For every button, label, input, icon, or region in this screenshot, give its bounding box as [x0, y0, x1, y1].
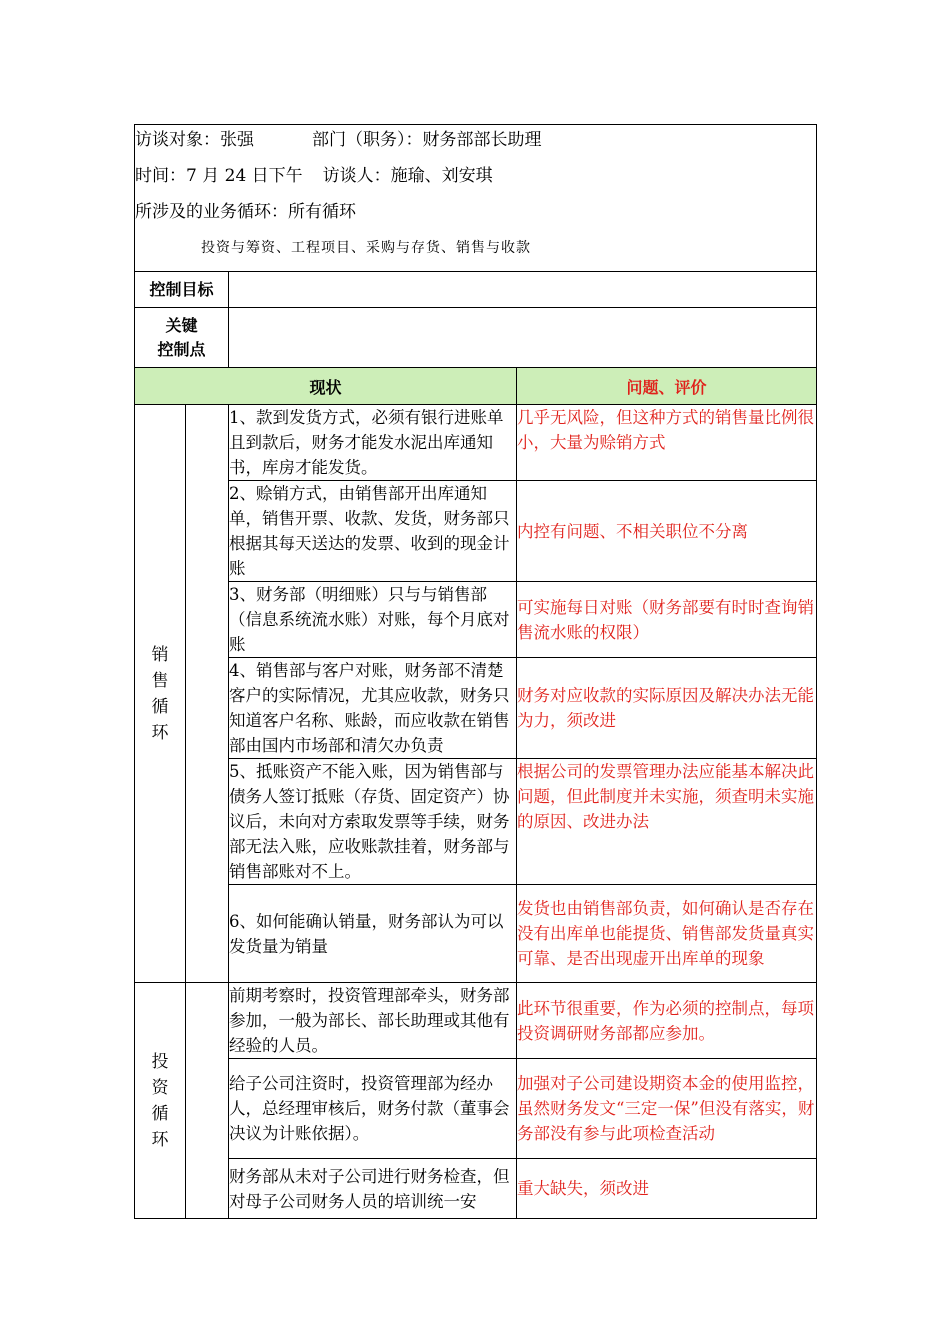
- evaluation-column-header: 问题、评价: [517, 368, 817, 405]
- sales-cycle-char: 循: [151, 696, 169, 717]
- sales-status-4: 4、销售部与客户对账，财务部不清楚客户的实际情况，尤其应收款，财务只知道客户名称、账龄，而应收款在销售部由国内市场部和清欠办负责: [229, 658, 517, 759]
- investment-cycle-char: 投: [151, 1051, 169, 1072]
- investment-cycle-char: 环: [151, 1129, 169, 1150]
- sales-cycle-label: [135, 405, 186, 983]
- sales-blank-column: [186, 405, 229, 983]
- key-label-line2: 控制点: [157, 339, 206, 359]
- sales-status-1: 1、款到发货方式，必须有银行进账单且到款后，财务才能发水泥出库通知书，库房才能发货。: [229, 405, 517, 481]
- sales-evaluation-5: 根据公司的发票管理办法应能基本解决此问题，但此制度并未实施，须查明未实施的原因、改进办法: [517, 759, 817, 885]
- status-column-header: 现状: [135, 368, 517, 405]
- investment-evaluation-2: 加强对子公司建设期资本金的使用监控，虽然财务发文“三定一保”但没有落实，财务部没有参与此项检查活动: [517, 1059, 817, 1159]
- cycle-label: 所涉及的业务循环：所有循环: [135, 202, 356, 222]
- interview-info-cell: [135, 125, 817, 272]
- sales-cycle-char: 售: [151, 670, 169, 691]
- sales-cycle-char: 销: [151, 644, 169, 665]
- sales-evaluation-1: 几乎无风险，但这种方式的销售量比例很小，大量为赊销方式: [517, 405, 817, 481]
- sales-status-3: 3、财务部（明细账）只与与销售部（信息系统流水账）对账，每个月底对账: [229, 582, 517, 658]
- cycle-detail: 投资与筹资、工程项目、采购与存货、销售与收款: [201, 240, 531, 256]
- interview-table: [134, 124, 817, 1219]
- cycle-line: [135, 197, 816, 233]
- investment-cycle-label: [135, 983, 186, 1219]
- sales-evaluation-2: 内控有问题、不相关职位不分离: [517, 481, 817, 582]
- sales-evaluation-4: 财务对应收款的实际原因及解决办法无能为力，须改进: [517, 658, 817, 759]
- sales-status-6: 6、如何能确认销量，财务部认为可以发货量为销量: [229, 885, 517, 983]
- sales-evaluation-3: 可实施每日对账（财务部要有时时查询销售流水账的权限）: [517, 582, 817, 658]
- investment-evaluation-1: 此环节很重要，作为必须的控制点，每项投资调研财务部都应参加。: [517, 983, 817, 1059]
- key-control-point-label: [135, 308, 229, 368]
- key-control-point-value: [229, 308, 817, 368]
- time-line: [135, 161, 816, 197]
- control-target-label: 控制目标: [135, 272, 229, 308]
- time-label: 时间：7 月 24 日下午: [135, 166, 303, 186]
- investment-evaluation-3: 重大缺失，须改进: [517, 1159, 817, 1219]
- sales-status-2: 2、赊销方式，由销售部开出库通知单，销售开票、收款、发货，财务部只根据其每天送达的发票、收到的现金计账: [229, 481, 517, 582]
- investment-cycle-char: 资: [151, 1077, 169, 1098]
- investment-status-2: 给子公司注资时，投资管理部为经办人，总经理审核后，财务付款（董事会决议为计账依据）。: [229, 1059, 517, 1159]
- interviewee-label: 访谈对象：张强: [135, 130, 254, 150]
- key-label-line1: 关键: [165, 315, 198, 335]
- sales-evaluation-6: 发货也由销售部负责，如何确认是否存在没有出库单也能提货、销售部发货量真实可靠、是否出现虚开出库单的现象: [517, 885, 817, 983]
- investment-blank-column: [186, 983, 229, 1219]
- interviewer-label: 访谈人：施瑜、刘安琪: [322, 166, 493, 186]
- investment-cycle-char: 循: [151, 1103, 169, 1124]
- control-target-value: [229, 272, 817, 308]
- department-label: 部门（职务）：财务部部长助理: [312, 130, 542, 150]
- investment-status-3: 财务部从未对子公司进行财务检查，但对母子公司财务人员的培训统一安: [229, 1159, 517, 1219]
- sales-status-5: 5、抵账资产不能入账，因为销售部与债务人签订抵账（存货、固定资产）协议后，未向对方索取发票等手续，财务部无法入账，应收账款挂着，财务部与销售部账对不上。: [229, 759, 517, 885]
- investment-status-1: 前期考察时，投资管理部牵头，财务部参加，一般为部长、部长助理或其他有经验的人员。: [229, 983, 517, 1059]
- interviewee-line: [135, 125, 816, 161]
- sales-cycle-char: 环: [151, 722, 169, 743]
